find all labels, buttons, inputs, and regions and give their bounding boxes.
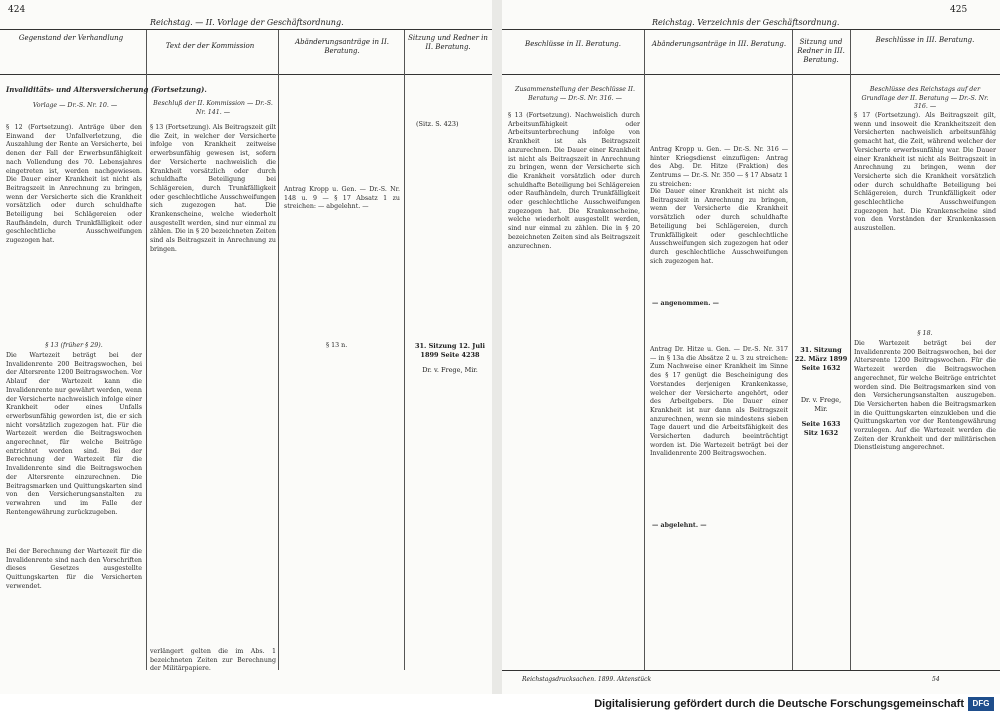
left-col1-heading: Vorlage — Dr.-S. Nr. 10. — bbox=[32, 102, 118, 109]
left-col3-header: Abänderungsanträge in II. Beratung. bbox=[295, 38, 389, 55]
left-col1-paragraph-2: Die Wartezeit beträgt bei der Invalidenrente 200 Beitragswochen, bei der Altersrente 1200 Beitragswochen. Vor Ablauf der Wartezeit kann die Invalidenrente nur gewährt werden, wenn der Versicherte nachweislich infolge einer Krankheit oder eines Unfalls erwerbsunfähig geworden ist, die er sich nicht vorsätzlich zugezogen hat. Für die Wartezeit werden die Beitragswochen angerechnet, für welche Beiträge entrichtet worden sind. Bei der Berechnung der Wartezeit für die Invalidenrente sind die Beitragswochen der Altersrente einzurechnen. Die Beitragsmarken und Quittungskarten sind von den Versicherungsanstalten zu verwahren und im Falle der Rentengewährung zurückzugeben. bbox=[6, 352, 142, 516]
left-col2-heading: Beschluß der II. Kommission — Dr.-S. Nr. 141. — bbox=[153, 100, 273, 116]
left-page-number: 424 bbox=[8, 5, 26, 15]
funding-credit: Digitalisierung gefördert durch die Deutsche Forschungsgemeinschaft bbox=[594, 698, 964, 710]
right-col-divider-2 bbox=[792, 30, 793, 670]
right-col3-sitting: 31. Sitzung 22. März 1899 Seite 1632 bbox=[794, 346, 848, 372]
right-page bbox=[502, 0, 1000, 694]
dfg-logo-icon: DFG bbox=[968, 697, 994, 711]
left-header-rule bbox=[0, 74, 492, 75]
right-col3-header: Sitzung und Redner in III. Beratung. bbox=[797, 38, 845, 64]
right-bottom-number: 54 bbox=[932, 676, 940, 683]
right-col1-header: Beschlüsse in II. Beratung. bbox=[525, 40, 621, 48]
right-bottom-rule bbox=[502, 670, 1000, 671]
right-running-head: Reichstag. Verzeichnis der Geschäftsordnung. bbox=[652, 18, 840, 27]
left-col-divider-1 bbox=[146, 30, 147, 670]
right-col2-result: — angenommen. — bbox=[652, 300, 719, 307]
left-col1-paragraph-2-heading: § 13 (früher § 29). bbox=[45, 342, 103, 349]
right-col2-paragraph-1: Die Dauer einer Krankheit ist nicht als Beitragszeit in Anrechnung zu bringen, wenn der Versicherte die Krankheit vorsätzlich oder durch schuldhafte Beteiligung bei Schlägereien, durch Trunkfälligkeit oder geschlechtliche Ausschweifungen sich zugezogen hat oder durch geschlechtliche Ausschweifungen sich zugezogen hat. bbox=[650, 188, 788, 265]
right-header-rule bbox=[502, 74, 1000, 75]
left-col4-reference: (Sitz. S. 423) bbox=[416, 120, 459, 128]
right-col4-paragraph-2-heading: § 18. bbox=[917, 330, 933, 337]
left-col1-header: Gegenstand der Verhandlung bbox=[18, 34, 124, 42]
left-col1-footnote: verlängert gelten die im Abs. 1 bezeichneten Zeiten zur Berechnung der Militärpapiere. bbox=[150, 648, 276, 673]
left-head-rule bbox=[0, 29, 492, 30]
right-page-number: 425 bbox=[950, 5, 968, 15]
right-col3-page-ref: Seite 1633 Sitz 1632 bbox=[801, 420, 841, 437]
left-col2-paragraph-2: § 13 n. bbox=[326, 342, 348, 349]
right-footnote: Reichstagsdrucksachen. 1899. Aktenstück bbox=[522, 676, 652, 683]
right-col4-paragraph-1: § 17 (Fortsetzung). Als Beitragszeit gilt, wenn und insoweit die Krankheitszeit den Versicherten nachweislich arbeitsunfähig gemacht hat, die Zeit, während welcher der Versicherte erwerbsunfähig war. Die Dauer einer Krankheit ist nicht als Beitragszeit in Anrechnung zu bringen, wenn der Versicherte sich die Krankheit vorsätzlich oder durch schuldhafte Beteiligung bei Schlägereien, durch Trunkfälligkeit oder geschlechtliche Ausschweifungen zugezogen hat. Die Krankenscheine sind von den Vorständen der Krankenkassen auszustellen. bbox=[854, 112, 996, 233]
right-col1-paragraph-1: § 13 (Fortsetzung). Nachweislich durch Arbeitsunfähigkeit oder Arbeitsunterbrechung infolge von Krankheit ist als Beitragszeit anzurechnen. Die Dauer einer Krankheit ist nicht als Beitragszeit in Anrechnung zu bringen, wenn der Versicherte sich die Krankheit vorsätzlich oder durch schuldhafte Beteiligung bei Schlägereien oder Raufhändeln, durch Trunkfälligkeit oder geschlechtliche Ausschweifungen zugezogen hat. Die Krankenscheine, welche wiederholt ausgestellt werden, sind nur einmal zu zählen. Die in § 20 bezeichneten Zeiten sind als Beitragszeit anzurechnen. bbox=[508, 112, 640, 250]
right-col-divider-3 bbox=[850, 30, 851, 670]
left-running-head: Reichstag. — II. Vorlage der Geschäftsordnung. bbox=[150, 18, 344, 27]
right-col2-paragraph-2: Antrag Dr. Hitze u. Gen. — Dr.-S. Nr. 317 — in § 13a die Absätze 2 u. 3 zu streichen: Zum Nachweise einer Krankheit im Sinne des § 17 genügt die Bescheinigung des Vorstandes derjenigen Krankenkasse, welcher der Versicherte angehört, oder des Arbeitgebers. Die Dauer einer Krankheit ist nur dann als Beitragszeit anzurechnen, wenn sie mindestens sieben Tage dauert und die Arbeitsfähigkeit des Versicherten dadurch beeinträchtigt worden ist. Die Wartezeit beträgt bei der Invalidenrente 200 Beitragswochen. bbox=[650, 346, 788, 458]
right-col2-heading: Antrag Kropp u. Gen. — Dr.-S. Nr. 316 — hinter Kriegsdienst einzufügen: Antrag des Abg. Dr. Hitze (Fraktion) des Zentrums — Dr.-S. Nr. 350 — § 17 Absatz 1 zu streichen: bbox=[650, 146, 788, 186]
left-col1-paragraph-3: Bei der Berechnung der Wartezeit für die Invalidenrente sind nach den Vorschriften dieses Gesetzes ausgestellte Quittungskarten für die Versicherten verwendet. bbox=[6, 548, 142, 590]
left-col-divider-3 bbox=[404, 30, 405, 670]
digitization-footer bbox=[0, 694, 1000, 716]
right-col2-header: Abänderungsanträge in III. Beratung. bbox=[651, 40, 787, 48]
right-col3-speakers: Dr. v. Frege, Mir. bbox=[800, 396, 842, 413]
right-col-divider-1 bbox=[644, 30, 645, 670]
right-col4-header: Beschlüsse in III. Beratung. bbox=[875, 36, 975, 44]
right-col4-heading: Beschlüsse des Reichstags auf der Grundlage der II. Beratung — Dr.-S. Nr. 316. — bbox=[861, 86, 989, 111]
right-col1-heading: Zusammenstellung der Beschlüsse II. Beratung — Dr.-S. Nr. 316. — bbox=[515, 86, 635, 102]
right-col2-result-2: — abgelehnt. — bbox=[652, 522, 707, 529]
left-col1-paragraph-1: § 12 (Fortsetzung). Anträge über den Einwand der Unfallverletzung, die Auszahlung der Rente an Versicherte, bei denen der Fall der Erwerbsunfähigkeit nach Vollendung des 70. Lebensjahres eingetreten ist, werden nachgewiesen. Die Dauer einer Krankheit ist nicht als Beitragszeit in Anrechnung zu bringen, wenn der Versicherte sich die Krankheit vorsätzlich oder durch schuldhafte Beteiligung bei Schlägereien oder Raufhändeln, durch Trunkfälligkeit oder geschlechtliche Ausschweifungen zugezogen hat. bbox=[6, 124, 142, 245]
left-col3-motion: Antrag Kropp u. Gen. — Dr.-S. Nr. 148 u. 9 — § 17 Absatz 1 zu streichen: — abgelehnt. — bbox=[284, 186, 400, 211]
left-col2-header: Text der der Kommission bbox=[165, 42, 255, 50]
right-col4-paragraph-2: Die Wartezeit beträgt bei der Invalidenrente 200 Beitragswochen, bei der Altersrente 1200 Beitragswochen. Für die Wartezeit werden die Beitragswochen angerechnet, für welche Beiträge entrichtet worden sind. Die Beitragsmarken sind von den Versicherungsanstalten auszugeben. Die Versicherten haben die Beitragsmarken in die Quittungskarten einzukleben und die Quittungskarten vor der Rentengewährung vorzulegen. Auf die Wartezeit werden die Zeiten der Krankheit und der militärischen Dienstleistung angerechnet. bbox=[854, 340, 996, 452]
left-section-title: Invaliditäts- und Altersversicherung (Fortsetzung). bbox=[6, 86, 207, 94]
right-head-rule bbox=[502, 29, 1000, 30]
left-col-divider-2 bbox=[278, 30, 279, 670]
left-col4-sitting: 31. Sitzung 12. Juli 1899 Seite 4238 bbox=[415, 342, 485, 359]
left-col4-sitting-sub: Dr. v. Frege, Mir. bbox=[422, 366, 478, 374]
left-page bbox=[0, 0, 493, 694]
left-col4-header: Sitzung und Redner in II. Beratung. bbox=[408, 34, 488, 51]
book-gutter bbox=[492, 0, 502, 694]
left-col2-paragraph-1: § 13 (Fortsetzung). Als Beitragszeit gilt die Zeit, in welcher der Versicherte infolge von Krankheit zeitweise erwerbsunfähig gewesen ist, sofern der Versicherte nachweislich die Krankheit vorsätzlich oder durch schuldhafte Beteiligung bei Schlägereien, durch Trunkfälligkeit oder geschlechtliche Ausschweifungen sich zugezogen hat. Die Krankenscheine, welche wiederholt ausgestellt werden, sind nur einmal zu zählen. Die in § 20 bezeichneten Zeiten sind als Beitragszeit in Anrechnung zu bringen. bbox=[150, 124, 276, 253]
